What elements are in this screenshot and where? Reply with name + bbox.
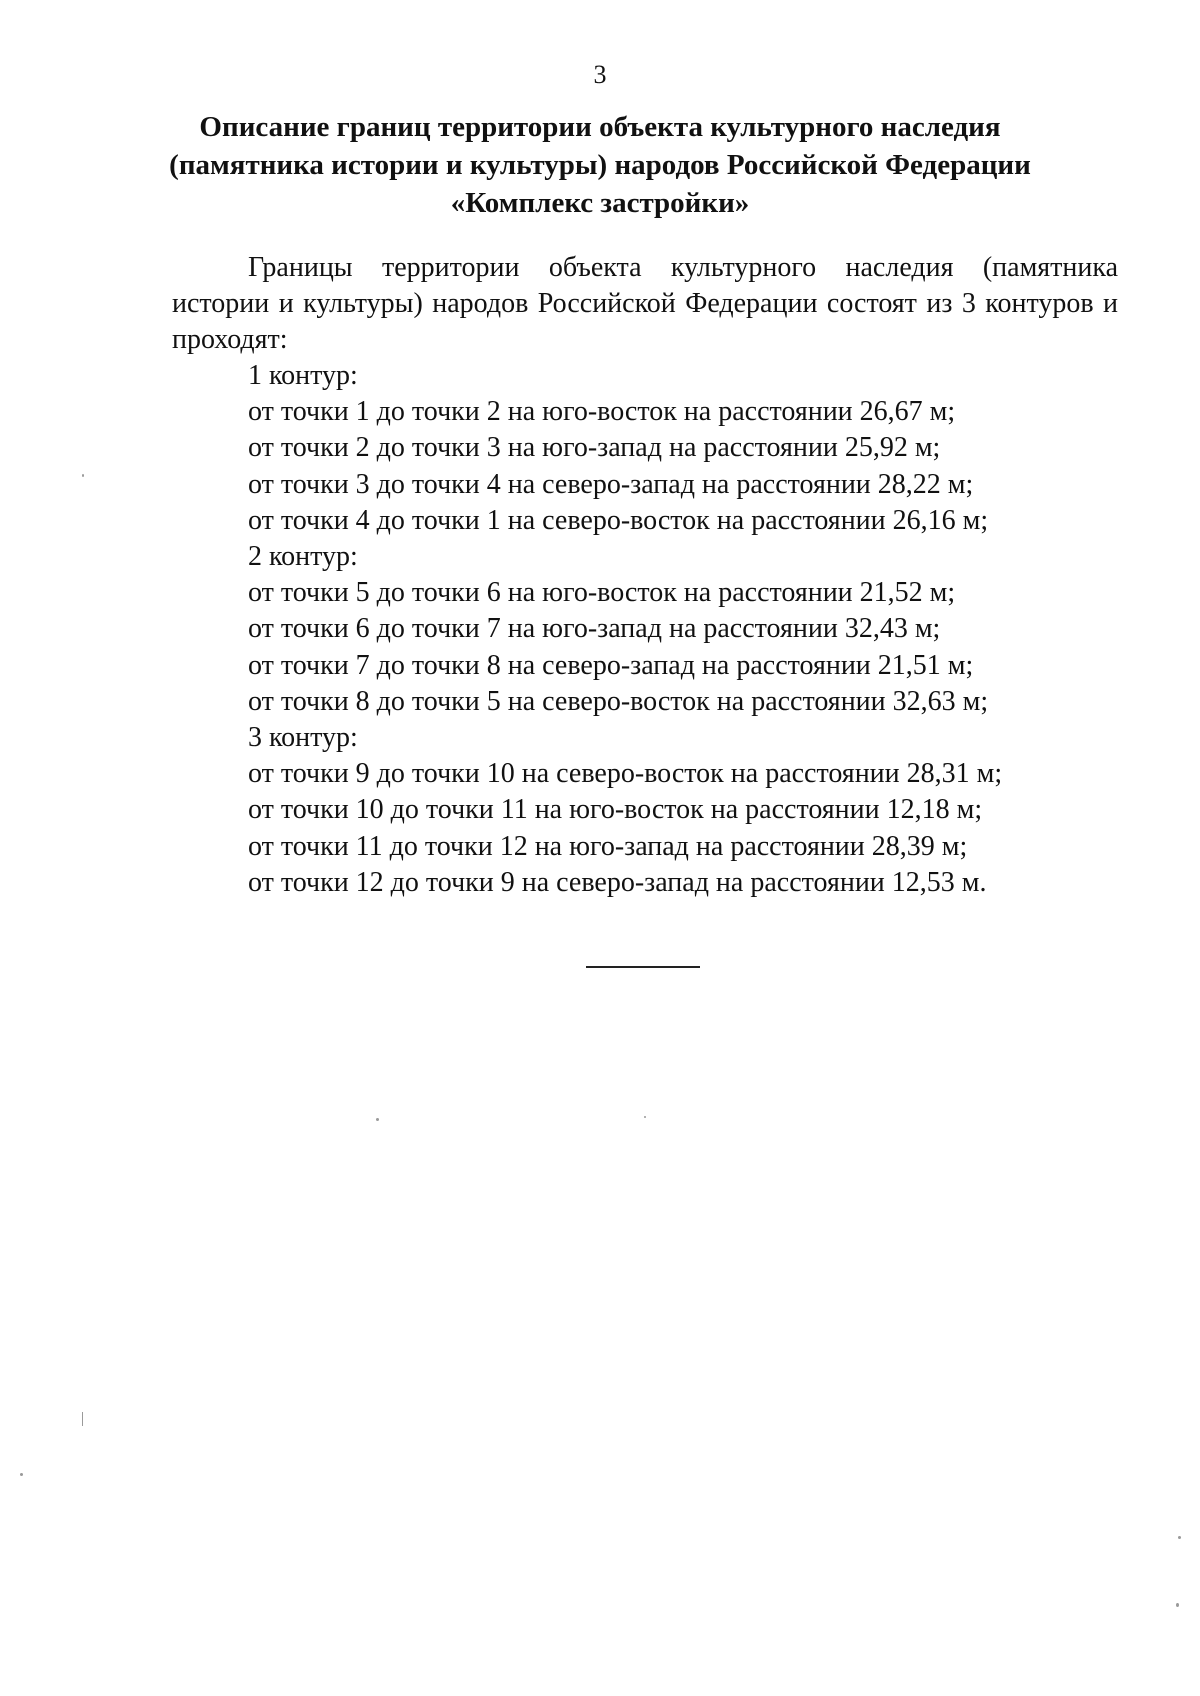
segment-line: от точки 1 до точки 2 на юго-восток на расстоянии 26,67 м; xyxy=(248,396,956,428)
contour-label: 1 контур: xyxy=(248,360,358,391)
scan-speck xyxy=(1176,1603,1179,1607)
segment-line: от точки 5 до точки 6 на юго-восток на расстоянии 21,52 м; xyxy=(248,577,956,609)
segment-line: от точки 2 до точки 3 на юго-запад на расстоянии 25,92 м; xyxy=(248,432,941,464)
scan-speck xyxy=(644,1116,646,1118)
contour-2 xyxy=(248,539,1128,720)
intro-paragraph xyxy=(172,250,1118,358)
page-number: 3 xyxy=(593,60,607,89)
title-line: Описание границ территории объекта культурного наследия xyxy=(199,111,1001,143)
contour-3 xyxy=(248,720,1128,901)
scan-speck xyxy=(1178,1536,1181,1539)
scan-speck xyxy=(376,1118,379,1121)
segment-line: от точки 11 до точки 12 на юго-запад на расстоянии 28,39 м; xyxy=(248,830,968,862)
intro-rest: истории и культуры) народов Российской Федерации состоят из 3 контуров и проходят: xyxy=(172,288,1118,355)
title-line: (памятника истории и культуры) народов Российской Федерации xyxy=(169,149,1031,181)
segment-line: от точки 4 до точки 1 на северо-восток на расстоянии 26,16 м; xyxy=(248,504,989,536)
title-line: «Комплекс застройки» xyxy=(450,187,750,219)
segment-line: от точки 8 до точки 5 на северо-восток на расстоянии 32,63 м; xyxy=(248,685,989,717)
segment-line: от точки 6 до точки 7 на юго-запад на расстоянии 32,43 м; xyxy=(248,613,941,645)
contour-1 xyxy=(248,358,1128,539)
scan-speck xyxy=(20,1473,23,1476)
scan-speck xyxy=(82,1412,83,1426)
segment-line: от точки 9 до точки 10 на северо-восток на расстоянии 28,31 м; xyxy=(248,758,1003,790)
contour-label: 2 контур: xyxy=(248,541,358,573)
segment-line: от точки 12 до точки 9 на северо-запад на расстоянии 12,53 м. xyxy=(248,866,987,898)
segment-line: от точки 10 до точки 11 на юго-восток на расстоянии 12,18 м; xyxy=(248,794,983,826)
end-divider xyxy=(586,966,700,968)
contours-list xyxy=(248,358,1128,901)
scan-speck xyxy=(82,474,84,477)
segment-line: от точки 7 до точки 8 на северо-запад на расстоянии 21,51 м; xyxy=(248,649,974,681)
segment-line: от точки 3 до точки 4 на северо-запад на расстоянии 28,22 м; xyxy=(248,468,974,500)
intro-first-line: Границы территории объекта культурного наследия (памятника xyxy=(248,252,1118,283)
document-title xyxy=(100,108,1100,222)
contour-label: 3 контур: xyxy=(248,722,358,754)
